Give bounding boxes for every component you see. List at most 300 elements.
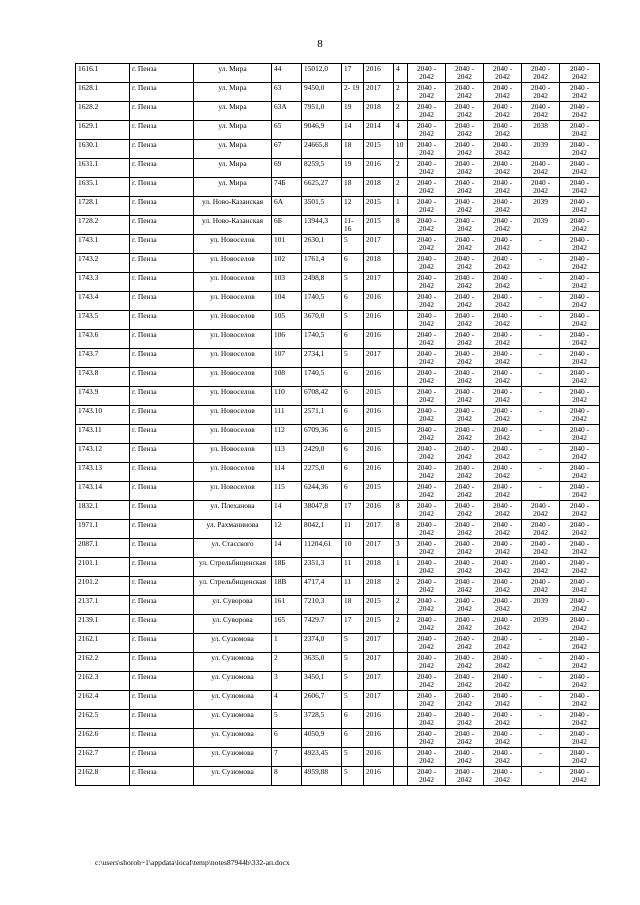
record-number-cell: 1743.9 xyxy=(76,387,130,406)
period-2-cell: 2040 - 2042 xyxy=(446,387,484,406)
period-2-cell: 2040 - 2042 xyxy=(446,634,484,653)
record-number-cell: 1743.12 xyxy=(76,444,130,463)
period-1-cell: 2040 - 2042 xyxy=(408,444,446,463)
period-1-cell: 2040 - 2042 xyxy=(408,539,446,558)
period-1-cell: 2040 - 2042 xyxy=(408,235,446,254)
record-number-cell: 1628.2 xyxy=(76,102,130,121)
floors-cell: 5 xyxy=(342,634,364,653)
record-number-cell: 1743.11 xyxy=(76,425,130,444)
street-cell: ул. Сузюмова xyxy=(194,634,272,653)
period-3-cell: 2040 - 2042 xyxy=(484,159,522,178)
year-cell: 2014 xyxy=(364,121,394,140)
record-number-cell: 1635.1 xyxy=(76,178,130,197)
area-cell: 2275,0 xyxy=(302,463,342,482)
house-number-cell: 14 xyxy=(272,539,302,558)
count-cell xyxy=(394,653,408,672)
house-number-cell: 165 xyxy=(272,615,302,634)
period-2-cell: 2040 - 2042 xyxy=(446,330,484,349)
table-row xyxy=(76,634,600,653)
street-cell: ул. Мира xyxy=(194,140,272,159)
floors-cell: 11 xyxy=(342,577,364,596)
period-1-cell: 2040 - 2042 xyxy=(408,767,446,786)
table-row xyxy=(76,406,600,425)
street-cell: ул. Сузюмова xyxy=(194,691,272,710)
count-cell: 2 xyxy=(394,178,408,197)
house-number-cell: 7 xyxy=(272,748,302,767)
floors-cell: 11- 16 xyxy=(342,216,364,235)
house-number-cell: 5 xyxy=(272,710,302,729)
period-3-cell: 2040 - 2042 xyxy=(484,653,522,672)
period-4-cell: - xyxy=(522,691,560,710)
area-cell: 11204,61 xyxy=(302,539,342,558)
house-number-cell: 6 xyxy=(272,729,302,748)
area-cell: 4959,88 xyxy=(302,767,342,786)
period-2-cell: 2040 - 2042 xyxy=(446,64,484,83)
period-5-cell: 2040 - 2042 xyxy=(560,235,600,254)
period-3-cell: 2040 - 2042 xyxy=(484,330,522,349)
floors-cell: 11 xyxy=(342,558,364,577)
floors-cell: 6 xyxy=(342,463,364,482)
period-2-cell: 2040 - 2042 xyxy=(446,748,484,767)
period-2-cell: 2040 - 2042 xyxy=(446,482,484,501)
count-cell: 8 xyxy=(394,501,408,520)
city-cell: г. Пенза xyxy=(130,349,194,368)
city-cell: г. Пенза xyxy=(130,615,194,634)
period-4-cell: - xyxy=(522,406,560,425)
house-number-cell: 106 xyxy=(272,330,302,349)
table-row xyxy=(76,596,600,615)
count-cell xyxy=(394,273,408,292)
period-4-cell: - xyxy=(522,349,560,368)
city-cell: г. Пенза xyxy=(130,330,194,349)
period-2-cell: 2040 - 2042 xyxy=(446,615,484,634)
floors-cell: 5 xyxy=(342,273,364,292)
city-cell: г. Пенза xyxy=(130,691,194,710)
period-3-cell: 2040 - 2042 xyxy=(484,710,522,729)
area-cell: 4050,9 xyxy=(302,729,342,748)
table-row xyxy=(76,615,600,634)
record-number-cell: 1616.1 xyxy=(76,64,130,83)
city-cell: г. Пенза xyxy=(130,577,194,596)
period-3-cell: 2040 - 2042 xyxy=(484,444,522,463)
house-number-cell: 102 xyxy=(272,254,302,273)
period-5-cell: 2040 - 2042 xyxy=(560,672,600,691)
count-cell xyxy=(394,368,408,387)
period-4-cell: - xyxy=(522,444,560,463)
street-cell: ул. Стрельбищенская xyxy=(194,577,272,596)
house-number-cell: 18В xyxy=(272,577,302,596)
period-5-cell: 2040 - 2042 xyxy=(560,178,600,197)
period-1-cell: 2040 - 2042 xyxy=(408,102,446,121)
floors-cell: 6 xyxy=(342,425,364,444)
year-cell: 2016 xyxy=(364,368,394,387)
table-row xyxy=(76,425,600,444)
area-cell: 2351,3 xyxy=(302,558,342,577)
table-row xyxy=(76,653,600,672)
house-number-cell: 63А xyxy=(272,102,302,121)
period-5-cell: 2040 - 2042 xyxy=(560,577,600,596)
city-cell: г. Пенза xyxy=(130,406,194,425)
floors-cell: 11 xyxy=(342,520,364,539)
area-cell: 2630,1 xyxy=(302,235,342,254)
year-cell: 2017 xyxy=(364,235,394,254)
area-cell: 2606,7 xyxy=(302,691,342,710)
period-2-cell: 2040 - 2042 xyxy=(446,729,484,748)
period-1-cell: 2040 - 2042 xyxy=(408,292,446,311)
count-cell: 1 xyxy=(394,197,408,216)
period-4-cell: 2039 xyxy=(522,596,560,615)
street-cell: ул. Стасского xyxy=(194,539,272,558)
period-3-cell: 2040 - 2042 xyxy=(484,520,522,539)
floors-cell: 6 xyxy=(342,254,364,273)
city-cell: г. Пенза xyxy=(130,368,194,387)
year-cell: 2017 xyxy=(364,634,394,653)
page-number: 8 xyxy=(317,38,323,50)
period-3-cell: 2040 - 2042 xyxy=(484,691,522,710)
table-row xyxy=(76,178,600,197)
area-cell: 3635,0 xyxy=(302,653,342,672)
period-3-cell: 2040 - 2042 xyxy=(484,539,522,558)
period-4-cell: - xyxy=(522,425,560,444)
floors-cell: 18 xyxy=(342,596,364,615)
period-3-cell: 2040 - 2042 xyxy=(484,349,522,368)
street-cell: ул. Мира xyxy=(194,64,272,83)
period-1-cell: 2040 - 2042 xyxy=(408,425,446,444)
street-cell: ул. Мира xyxy=(194,178,272,197)
year-cell: 2018 xyxy=(364,254,394,273)
record-number-cell: 1971.1 xyxy=(76,520,130,539)
count-cell: 4 xyxy=(394,121,408,140)
period-2-cell: 2040 - 2042 xyxy=(446,235,484,254)
period-3-cell: 2040 - 2042 xyxy=(484,140,522,159)
period-4-cell: 2040 - 2042 xyxy=(522,159,560,178)
record-number-cell: 2162.1 xyxy=(76,634,130,653)
period-5-cell: 2040 - 2042 xyxy=(560,596,600,615)
record-number-cell: 1629.1 xyxy=(76,121,130,140)
street-cell: ул. Новоселов xyxy=(194,254,272,273)
count-cell xyxy=(394,463,408,482)
period-2-cell: 2040 - 2042 xyxy=(446,216,484,235)
period-1-cell: 2040 - 2042 xyxy=(408,406,446,425)
city-cell: г. Пенза xyxy=(130,710,194,729)
house-number-cell: 67 xyxy=(272,140,302,159)
house-number-cell: 114 xyxy=(272,463,302,482)
period-2-cell: 2040 - 2042 xyxy=(446,254,484,273)
record-number-cell: 1743.8 xyxy=(76,368,130,387)
house-number-cell: 111 xyxy=(272,406,302,425)
period-2-cell: 2040 - 2042 xyxy=(446,463,484,482)
year-cell: 2016 xyxy=(364,311,394,330)
city-cell: г. Пенза xyxy=(130,767,194,786)
house-number-cell: 14 xyxy=(272,501,302,520)
area-cell: 6244,36 xyxy=(302,482,342,501)
period-1-cell: 2040 - 2042 xyxy=(408,121,446,140)
period-4-cell: 2040 - 2042 xyxy=(522,520,560,539)
street-cell: ул. Мира xyxy=(194,102,272,121)
year-cell: 2018 xyxy=(364,558,394,577)
year-cell: 2015 xyxy=(364,140,394,159)
period-2-cell: 2040 - 2042 xyxy=(446,558,484,577)
period-1-cell: 2040 - 2042 xyxy=(408,273,446,292)
count-cell xyxy=(394,254,408,273)
count-cell xyxy=(394,311,408,330)
area-cell: 13944,3 xyxy=(302,216,342,235)
period-5-cell: 2040 - 2042 xyxy=(560,254,600,273)
year-cell: 2017 xyxy=(364,672,394,691)
table-row xyxy=(76,444,600,463)
period-5-cell: 2040 - 2042 xyxy=(560,159,600,178)
area-cell: 3501,5 xyxy=(302,197,342,216)
count-cell xyxy=(394,330,408,349)
area-cell: 9450,0 xyxy=(302,83,342,102)
area-cell: 6625,27 xyxy=(302,178,342,197)
period-2-cell: 2040 - 2042 xyxy=(446,444,484,463)
year-cell: 2015 xyxy=(364,615,394,634)
period-4-cell: 2040 - 2042 xyxy=(522,83,560,102)
floors-cell: 5 xyxy=(342,235,364,254)
count-cell xyxy=(394,767,408,786)
period-2-cell: 2040 - 2042 xyxy=(446,292,484,311)
period-2-cell: 2040 - 2042 xyxy=(446,178,484,197)
street-cell: ул. Новоселов xyxy=(194,463,272,482)
period-5-cell: 2040 - 2042 xyxy=(560,330,600,349)
period-5-cell: 2040 - 2042 xyxy=(560,520,600,539)
record-number-cell: 1832.1 xyxy=(76,501,130,520)
period-3-cell: 2040 - 2042 xyxy=(484,216,522,235)
table-row xyxy=(76,558,600,577)
year-cell: 2016 xyxy=(364,463,394,482)
record-number-cell: 2162.7 xyxy=(76,748,130,767)
period-5-cell: 2040 - 2042 xyxy=(560,349,600,368)
table-row xyxy=(76,577,600,596)
period-4-cell: - xyxy=(522,482,560,501)
table-row xyxy=(76,368,600,387)
city-cell: г. Пенза xyxy=(130,425,194,444)
city-cell: г. Пенза xyxy=(130,216,194,235)
period-2-cell: 2040 - 2042 xyxy=(446,140,484,159)
period-1-cell: 2040 - 2042 xyxy=(408,482,446,501)
period-3-cell: 2040 - 2042 xyxy=(484,406,522,425)
street-cell: ул. Мира xyxy=(194,121,272,140)
period-1-cell: 2040 - 2042 xyxy=(408,596,446,615)
period-4-cell: 2039 xyxy=(522,216,560,235)
period-2-cell: 2040 - 2042 xyxy=(446,273,484,292)
city-cell: г. Пенза xyxy=(130,235,194,254)
count-cell: 3 xyxy=(394,539,408,558)
period-4-cell: - xyxy=(522,235,560,254)
table-row xyxy=(76,349,600,368)
street-cell: ул. Новоселов xyxy=(194,482,272,501)
table-row xyxy=(76,387,600,406)
housing-register-table xyxy=(75,63,600,786)
year-cell: 2016 xyxy=(364,159,394,178)
period-4-cell: 2039 xyxy=(522,197,560,216)
count-cell xyxy=(394,235,408,254)
street-cell: ул. Суворова xyxy=(194,596,272,615)
house-number-cell: 1 xyxy=(272,634,302,653)
record-number-cell: 1743.14 xyxy=(76,482,130,501)
period-4-cell: - xyxy=(522,634,560,653)
count-cell xyxy=(394,349,408,368)
record-number-cell: 1743.5 xyxy=(76,311,130,330)
period-1-cell: 2040 - 2042 xyxy=(408,558,446,577)
period-1-cell: 2040 - 2042 xyxy=(408,577,446,596)
area-cell: 38047,8 xyxy=(302,501,342,520)
city-cell: г. Пенза xyxy=(130,292,194,311)
floors-cell: 19 xyxy=(342,102,364,121)
period-4-cell: 2039 xyxy=(522,615,560,634)
period-2-cell: 2040 - 2042 xyxy=(446,577,484,596)
street-cell: ул. Сузюмова xyxy=(194,767,272,786)
year-cell: 2016 xyxy=(364,330,394,349)
period-3-cell: 2040 - 2042 xyxy=(484,729,522,748)
street-cell: ул. Стрельбищенская xyxy=(194,558,272,577)
period-5-cell: 2040 - 2042 xyxy=(560,273,600,292)
count-cell xyxy=(394,691,408,710)
floors-cell: 6 xyxy=(342,729,364,748)
house-number-cell: 112 xyxy=(272,425,302,444)
year-cell: 2016 xyxy=(364,710,394,729)
area-cell: 6709,36 xyxy=(302,425,342,444)
period-3-cell: 2040 - 2042 xyxy=(484,311,522,330)
city-cell: г. Пенза xyxy=(130,520,194,539)
period-5-cell: 2040 - 2042 xyxy=(560,368,600,387)
period-5-cell: 2040 - 2042 xyxy=(560,197,600,216)
city-cell: г. Пенза xyxy=(130,159,194,178)
period-3-cell: 2040 - 2042 xyxy=(484,615,522,634)
period-3-cell: 2040 - 2042 xyxy=(484,577,522,596)
house-number-cell: 74Б xyxy=(272,178,302,197)
city-cell: г. Пенза xyxy=(130,254,194,273)
floors-cell: 6 xyxy=(342,330,364,349)
year-cell: 2017 xyxy=(364,653,394,672)
street-cell: ул. Новоселов xyxy=(194,387,272,406)
count-cell: 2 xyxy=(394,577,408,596)
year-cell: 2017 xyxy=(364,520,394,539)
period-3-cell: 2040 - 2042 xyxy=(484,235,522,254)
house-number-cell: 110 xyxy=(272,387,302,406)
period-2-cell: 2040 - 2042 xyxy=(446,710,484,729)
city-cell: г. Пенза xyxy=(130,501,194,520)
count-cell xyxy=(394,482,408,501)
period-2-cell: 2040 - 2042 xyxy=(446,691,484,710)
count-cell: 8 xyxy=(394,216,408,235)
area-cell: 8042,1 xyxy=(302,520,342,539)
street-cell: ул. Новоселов xyxy=(194,311,272,330)
record-number-cell: 1728.1 xyxy=(76,197,130,216)
street-cell: ул. Суворова xyxy=(194,615,272,634)
year-cell: 2015 xyxy=(364,387,394,406)
period-1-cell: 2040 - 2042 xyxy=(408,653,446,672)
period-1-cell: 2040 - 2042 xyxy=(408,615,446,634)
period-3-cell: 2040 - 2042 xyxy=(484,83,522,102)
record-number-cell: 2162.2 xyxy=(76,653,130,672)
period-1-cell: 2040 - 2042 xyxy=(408,501,446,520)
period-2-cell: 2040 - 2042 xyxy=(446,767,484,786)
table-row xyxy=(76,691,600,710)
street-cell: ул. Сузюмова xyxy=(194,729,272,748)
period-5-cell: 2040 - 2042 xyxy=(560,653,600,672)
street-cell: ул. Новоселов xyxy=(194,349,272,368)
record-number-cell: 1628.1 xyxy=(76,83,130,102)
period-5-cell: 2040 - 2042 xyxy=(560,102,600,121)
area-cell: 2571,1 xyxy=(302,406,342,425)
count-cell xyxy=(394,406,408,425)
area-cell: 1761,4 xyxy=(302,254,342,273)
period-2-cell: 2040 - 2042 xyxy=(446,501,484,520)
period-5-cell: 2040 - 2042 xyxy=(560,64,600,83)
period-3-cell: 2040 - 2042 xyxy=(484,482,522,501)
house-number-cell: 104 xyxy=(272,292,302,311)
floors-cell: 5 xyxy=(342,653,364,672)
area-cell: 15012,0 xyxy=(302,64,342,83)
table-row xyxy=(76,292,600,311)
period-5-cell: 2040 - 2042 xyxy=(560,558,600,577)
area-cell: 8259,5 xyxy=(302,159,342,178)
period-1-cell: 2040 - 2042 xyxy=(408,463,446,482)
floors-cell: 6 xyxy=(342,292,364,311)
city-cell: г. Пенза xyxy=(130,672,194,691)
street-cell: ул. Новоселов xyxy=(194,406,272,425)
table-row xyxy=(76,235,600,254)
period-2-cell: 2040 - 2042 xyxy=(446,102,484,121)
area-cell: 3450,1 xyxy=(302,672,342,691)
floors-cell: 5 xyxy=(342,691,364,710)
floors-cell: 5 xyxy=(342,748,364,767)
floors-cell: 6 xyxy=(342,444,364,463)
period-1-cell: 2040 - 2042 xyxy=(408,330,446,349)
count-cell xyxy=(394,634,408,653)
period-4-cell: - xyxy=(522,311,560,330)
record-number-cell: 1743.2 xyxy=(76,254,130,273)
area-cell: 2429,0 xyxy=(302,444,342,463)
table-row xyxy=(76,254,600,273)
period-5-cell: 2040 - 2042 xyxy=(560,615,600,634)
year-cell: 2016 xyxy=(364,292,394,311)
record-number-cell: 2137.1 xyxy=(76,596,130,615)
city-cell: г. Пенза xyxy=(130,83,194,102)
record-number-cell: 2087.1 xyxy=(76,539,130,558)
city-cell: г. Пенза xyxy=(130,197,194,216)
year-cell: 2015 xyxy=(364,596,394,615)
period-1-cell: 2040 - 2042 xyxy=(408,311,446,330)
record-number-cell: 1631.1 xyxy=(76,159,130,178)
count-cell xyxy=(394,710,408,729)
period-1-cell: 2040 - 2042 xyxy=(408,672,446,691)
floors-cell: 6 xyxy=(342,406,364,425)
record-number-cell: 1743.4 xyxy=(76,292,130,311)
period-1-cell: 2040 - 2042 xyxy=(408,64,446,83)
city-cell: г. Пенза xyxy=(130,729,194,748)
period-4-cell: - xyxy=(522,710,560,729)
house-number-cell: 6Б xyxy=(272,216,302,235)
floors-cell: 17 xyxy=(342,615,364,634)
floors-cell: 19 xyxy=(342,159,364,178)
table-row xyxy=(76,216,600,235)
year-cell: 2015 xyxy=(364,482,394,501)
record-number-cell: 2101.2 xyxy=(76,577,130,596)
area-cell: 7951,0 xyxy=(302,102,342,121)
city-cell: г. Пенза xyxy=(130,273,194,292)
record-number-cell: 2162.8 xyxy=(76,767,130,786)
area-cell: 7210,3 xyxy=(302,596,342,615)
floors-cell: 5 xyxy=(342,311,364,330)
record-number-cell: 2162.4 xyxy=(76,691,130,710)
street-cell: ул. Новоселов xyxy=(194,425,272,444)
period-4-cell: 2040 - 2042 xyxy=(522,558,560,577)
period-4-cell: 2040 - 2042 xyxy=(522,501,560,520)
table-row xyxy=(76,159,600,178)
